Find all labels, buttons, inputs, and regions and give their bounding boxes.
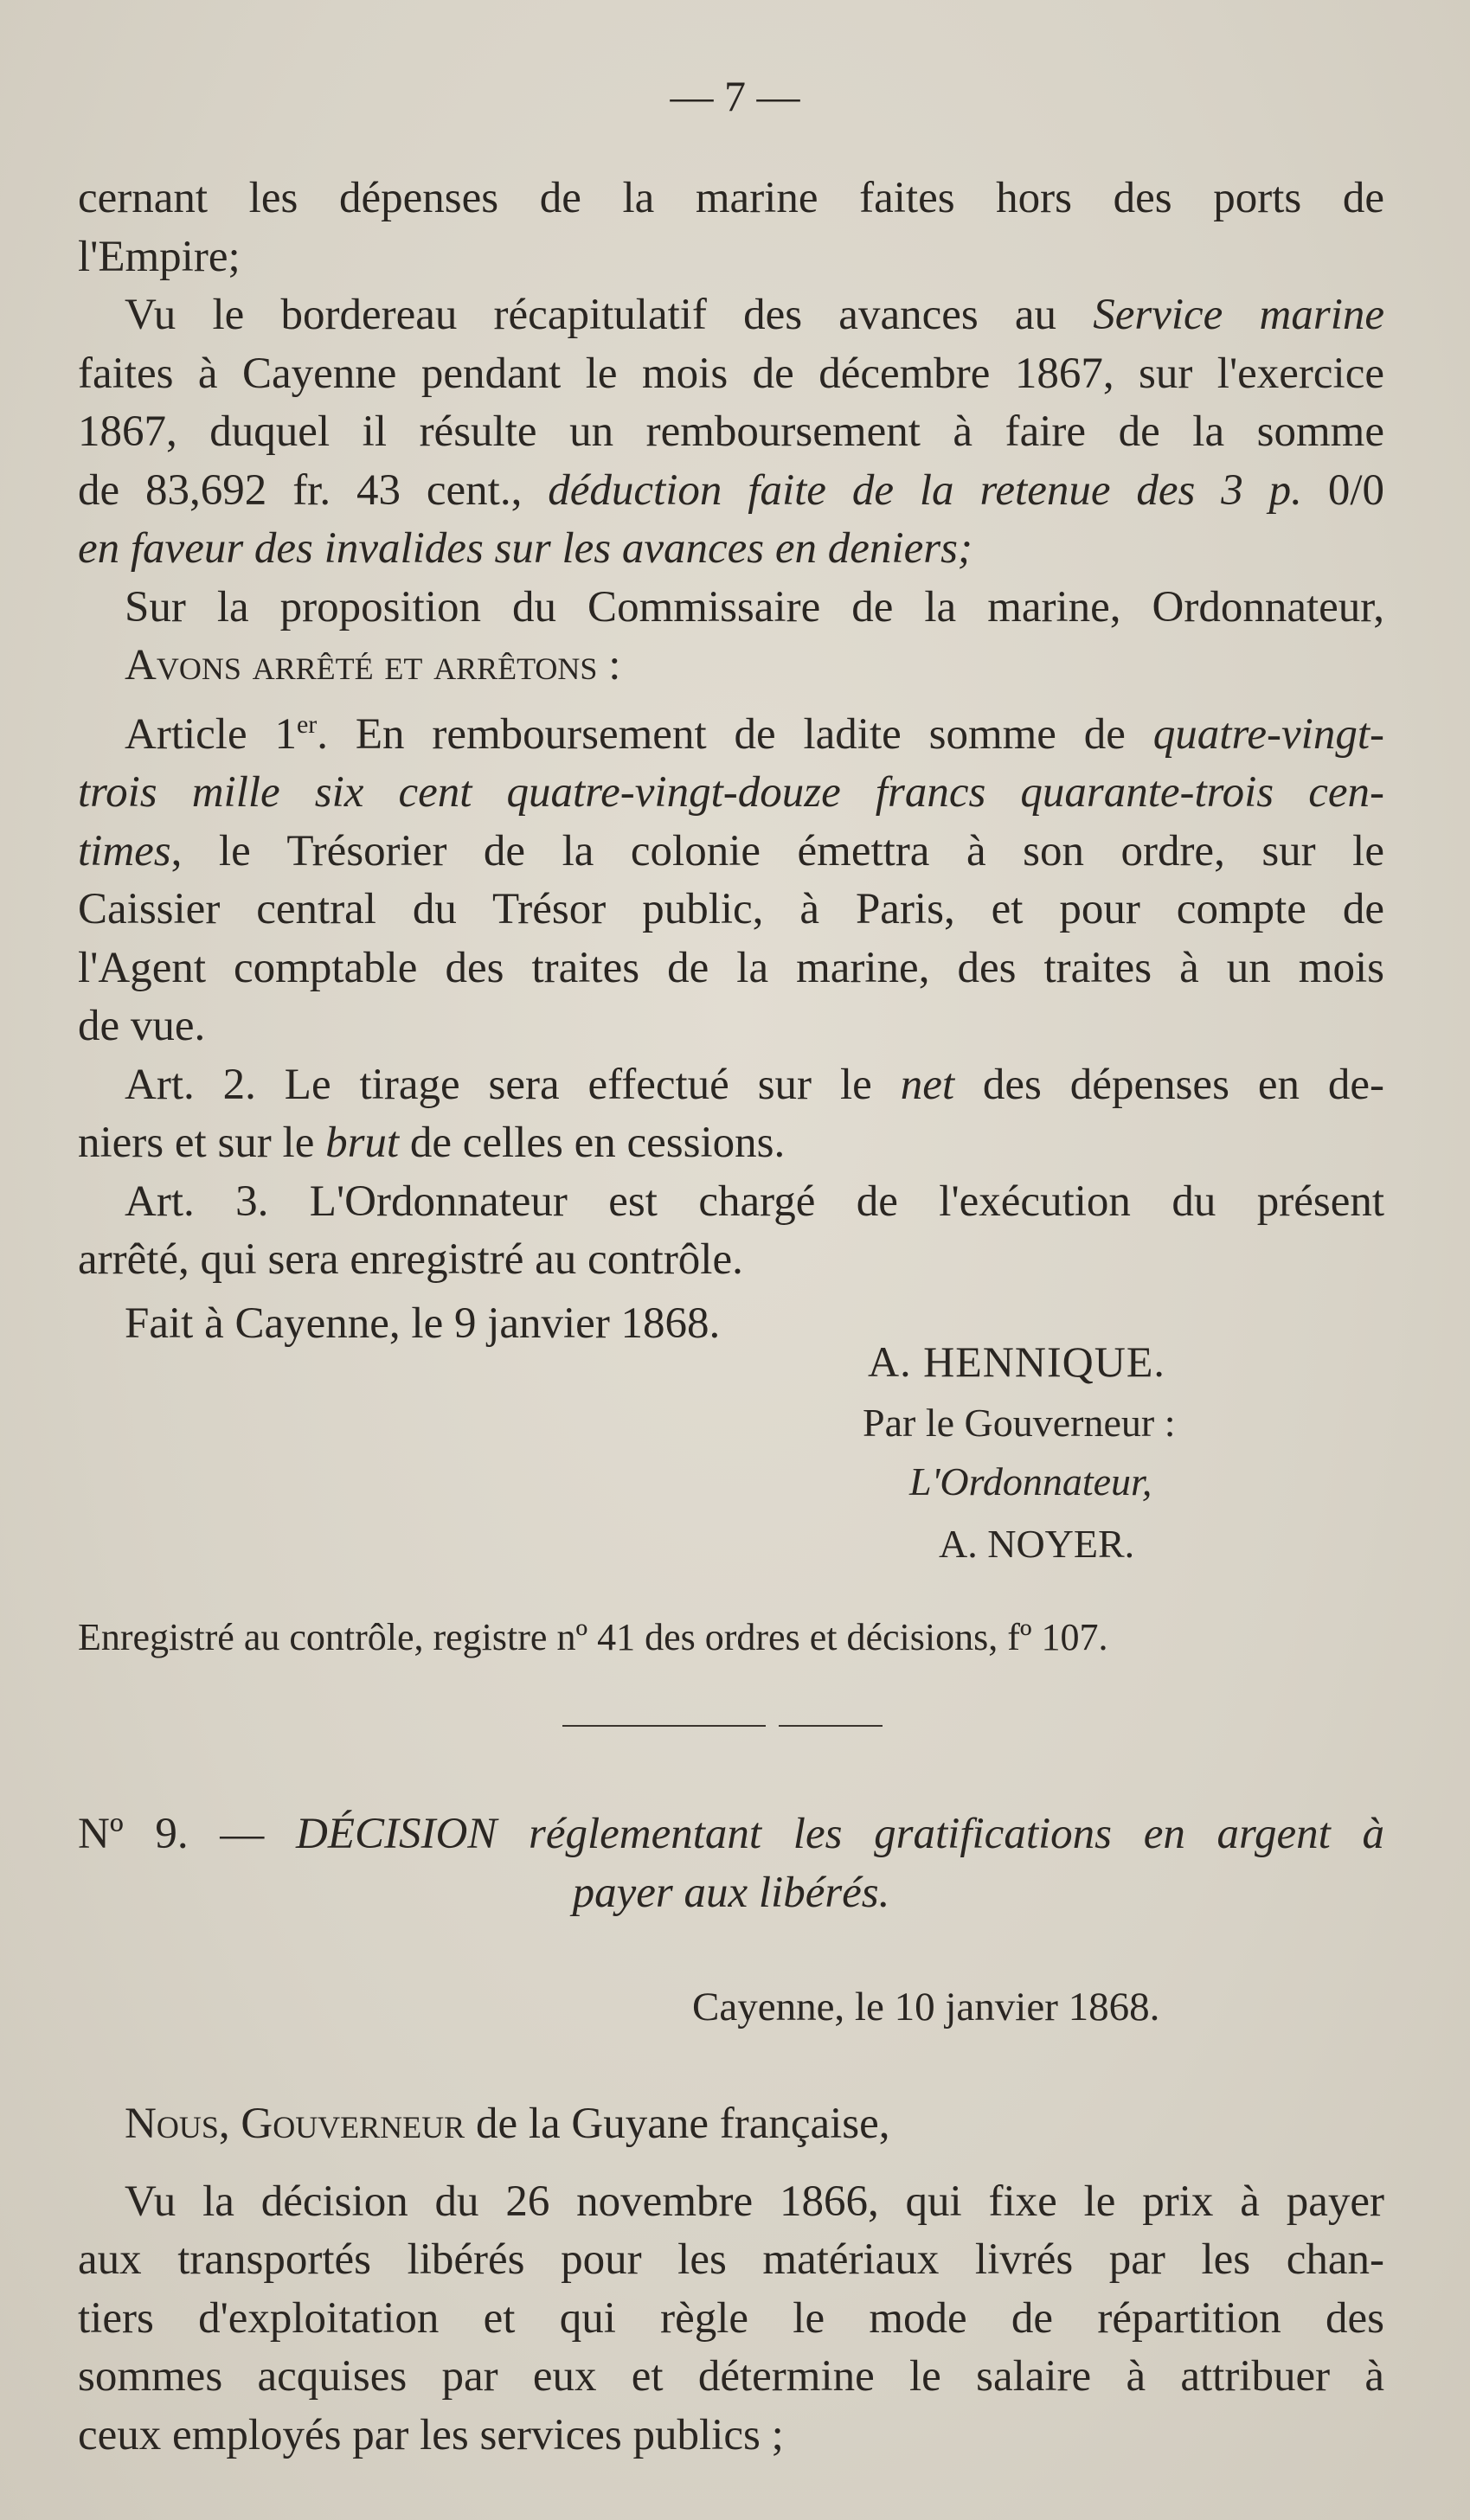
- line: tiers d'exploitation et qui règle le mode de répartition des: [78, 2293, 1384, 2343]
- page-number: — 7 —: [670, 72, 800, 120]
- line: de 83,692 fr. 43 cent., déduction faite de la retenue des 3 p. 0/0: [78, 465, 1385, 515]
- line: l'Empire;: [78, 232, 241, 281]
- line: arrêté, qui sera enregistré au contrôle.: [78, 1235, 743, 1284]
- line: Caissier central du Trésor public, à Paris, et pour compte de: [78, 885, 1384, 933]
- line: Fait à Cayenne, le 9 janvier 1868.: [125, 1298, 721, 1348]
- registre-line: Enregistré au contrôle, registre nº 41 des ordres et décisions, fº 107.: [78, 1616, 1108, 1658]
- line: faites à Cayenne pendant le mois de décembre 1867, sur l'exercice: [78, 349, 1384, 398]
- line: aux transportés libérés pour les matériaux livrés par les chan-: [78, 2235, 1384, 2284]
- section-heading: [78, 1805, 1384, 1922]
- line: Nº 9. — DÉCISION réglementant les gratifications en argent à: [78, 1810, 1384, 1858]
- line: Vu le bordereau récapitulatif des avances au Service marine: [125, 291, 1384, 339]
- line: en faveur des invalides sur les avances en deniers;: [78, 524, 973, 573]
- line: Avons arrêté et arrêtons :: [125, 641, 621, 689]
- line: l'Agent comptable des traites de la marine, des traites à un mois: [78, 943, 1384, 992]
- line: trois mille six cent quatre-vingt-douze francs quarante-trois cen-: [78, 768, 1384, 817]
- line: Sur la proposition du Commissaire de la marine, Ordonnateur,: [125, 582, 1384, 632]
- line: Vu la décision du 26 novembre 1866, qui fixe le prix à payer: [125, 2177, 1384, 2226]
- line: Art. 2. Le tirage sera effectué sur le net des dépenses en de-: [125, 1060, 1384, 1109]
- line: cernant les dépenses de la marine faites hors des ports de: [78, 174, 1384, 222]
- body-text-2: [78, 2095, 1384, 2465]
- line: sommes acquises par eux et détermine le salaire à attribuer à: [78, 2352, 1384, 2401]
- line: niers et sur le brut de celles en cessions.: [78, 1119, 786, 1167]
- body-text: [78, 170, 1384, 1353]
- line: payer aux libérés.: [572, 1869, 890, 1917]
- line: Article 1er. En remboursement de ladite somme de quatre-vingt-: [125, 709, 1384, 759]
- separator-rule: [562, 1725, 766, 1727]
- line: Art. 3. L'Ordonnateur est chargé de l'exécution du présent: [125, 1177, 1384, 1226]
- line: Nous, Gouverneur de la Guyane française,: [125, 2100, 890, 2148]
- signature-name: A. HENNIQUE.: [868, 1337, 1165, 1386]
- signature-name-2: A. NOYER.: [939, 1522, 1135, 1566]
- line: times, le Trésorier de la colonie émettra à son ordre, sur le: [78, 826, 1384, 875]
- line: 1867, duquel il résulte un remboursement à faire de la somme: [78, 407, 1384, 456]
- signature-par: Par le Gouverneur :: [863, 1401, 1176, 1445]
- signature-role: L'Ordonnateur,: [909, 1459, 1152, 1504]
- separator-rule: [779, 1725, 883, 1727]
- line: de vue.: [78, 1002, 206, 1050]
- line: ceux employés par les services publics ;: [78, 2410, 784, 2459]
- dateline: Cayenne, le 10 janvier 1868.: [692, 1985, 1160, 2029]
